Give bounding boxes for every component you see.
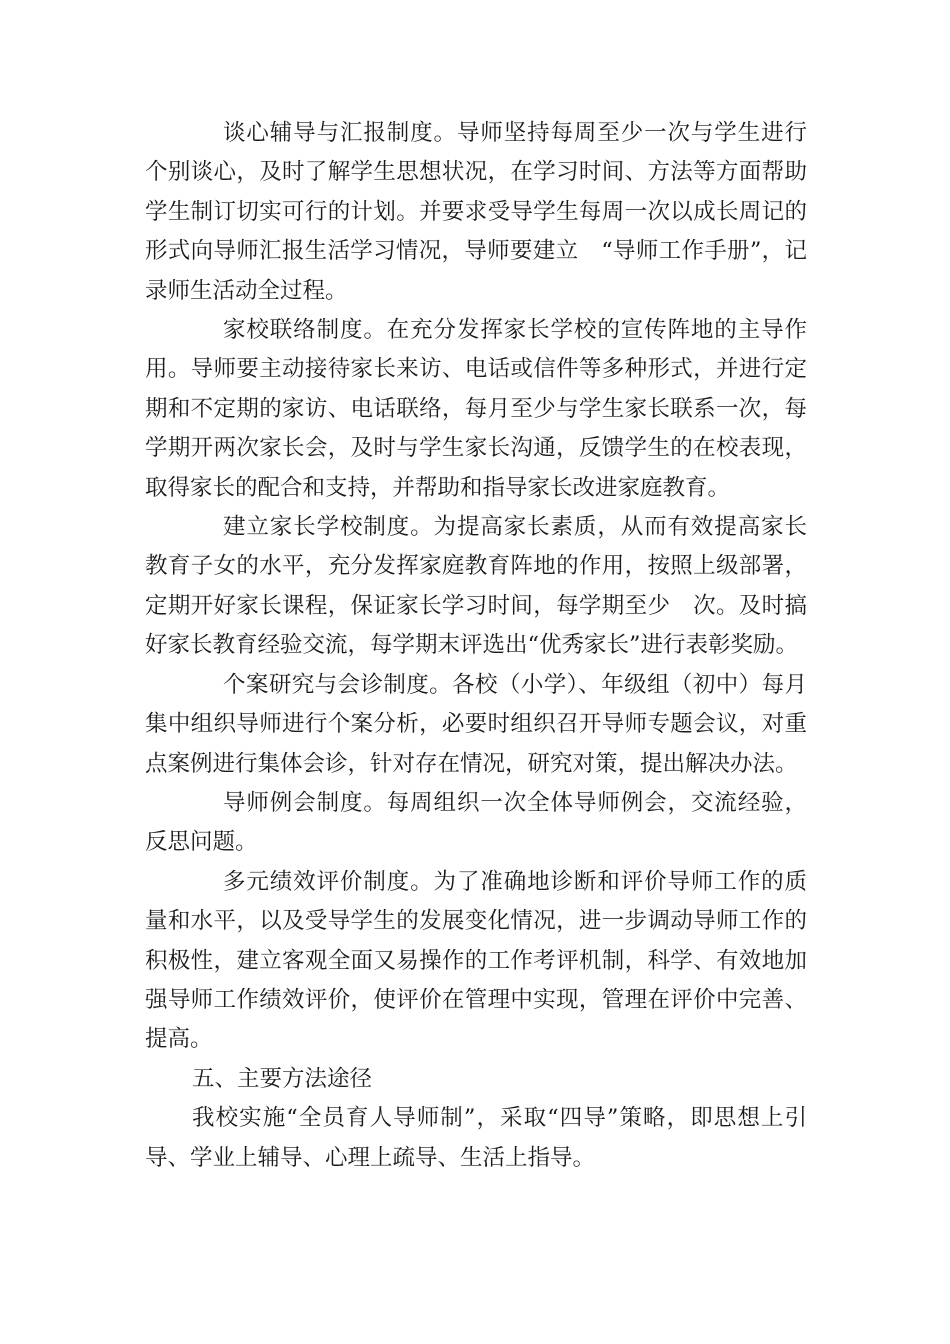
paragraph-case-study: 个案研究与会诊制度。各校（小学）、年级组（初中）每月集中组织导师进行个案分析，必要时组织召开导师专题会议，对重点案例进行集体会诊，针对存在情况，研究对策，提出解决办法。 (145, 671, 807, 777)
section-heading: 五、主要方法途径 (192, 1065, 373, 1092)
paragraph-counseling-report: 谈心辅导与汇报制度。导师坚持每周至少一次与学生进行个别谈心，及时了解学生思想状况，在学习时间、方法等方面帮助学生制订切实可行的计划。并要求受导学生每周一次以成长周记的形式向导师汇报生活学习情况，导师要建立 “导师工作手册”，记录师生活动全过程。 (145, 120, 807, 304)
paragraph-mentor-meeting: 导师例会制度。每周组织一次全体导师例会，交流经验，反思问题。 (145, 789, 807, 856)
paragraph-home-school-contact: 家校联络制度。在充分发挥家长学校的宣传阵地的主导作用。导师要主动接待家长来访、电话或信件等多种形式，并进行定期和不定期的家访、电话联络，每月至少与学生家长联系一次，每学期开两次家长会，及时与学生家长沟通，反馈学生的在校表现，取得家长的配合和支持，并帮助和指导家长改进家庭教育。 (145, 317, 807, 501)
paragraph-performance-evaluation: 多元绩效评价制度。为了准确地诊断和评价导师工作的质量和水平，以及受导学生的发展变化情况，进一步调动导师工作的积极性，建立客观全面又易操作的工作考评机制，科学、有效地加强导师工作绩效评价，使评价在管理中实现，管理在评价中完善、提高。 (145, 868, 807, 1053)
document-body (145, 114, 807, 1178)
paragraph-parent-school: 建立家长学校制度。为提高家长素质，从而有效提高家长教育子女的水平，充分发挥家庭教育阵地的作用，按照上级部署，定期开好家长课程，保证家长学习时间，每学期至少 次。及时搞好家长教育经验交流，每学期末评选出“优秀家长”进行表彰奖励。 (145, 514, 807, 659)
paragraph-methods: 我校实施“全员育人导师制”，采取“四导”策略，即思想上引导、学业上辅导、心理上疏导、生活上指导。 (145, 1105, 807, 1171)
